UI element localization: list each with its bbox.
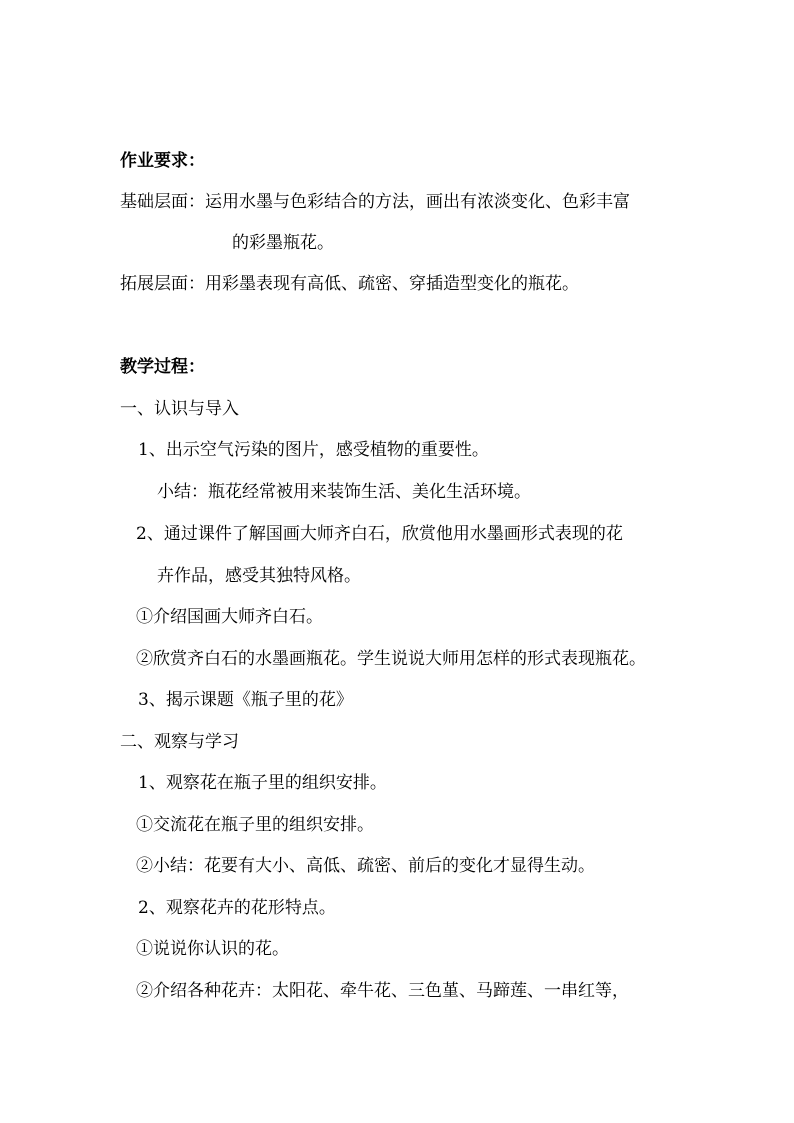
homework-basic-line2: 的彩墨瓶花。 xyxy=(232,233,334,253)
process-heading: 教学过程： xyxy=(120,357,205,377)
section1-item3: 3、揭示课题《瓶子里的花》 xyxy=(138,690,353,710)
section1-item2-sub1: ①介绍国画大师齐白石。 xyxy=(136,607,323,627)
section2-item2-sub2: ②介绍各种花卉：太阳花、牵牛花、三色堇、马蹄莲、一串红等， xyxy=(136,981,629,1001)
section1-item1-summary: 小结：瓶花经常被用来装饰生活、美化生活环境。 xyxy=(157,482,531,502)
homework-extended: 拓展层面：用彩墨表现有高低、疏密、穿插造型变化的瓶花。 xyxy=(120,274,579,294)
section2-item1-sub1: ①交流花在瓶子里的组织安排。 xyxy=(136,815,374,835)
section2-item2: 2、观察花卉的花形特点。 xyxy=(138,898,336,918)
section1-item2-sub2: ②欣赏齐白石的水墨画瓶花。学生说说大师用怎样的形式表现瓶花。 xyxy=(136,649,646,669)
section1-item2-line2: 卉作品，感受其独特风格。 xyxy=(157,566,361,586)
homework-heading: 作业要求： xyxy=(120,151,205,171)
section2-item1-sub2: ②小结：花要有大小、高低、疏密、前后的变化才显得生动。 xyxy=(136,856,595,876)
section1-title: 一、认识与导入 xyxy=(120,399,239,419)
homework-basic-line1: 基础层面：运用水墨与色彩结合的方法，画出有浓淡变化、色彩丰富 xyxy=(120,192,630,212)
section2-title: 二、观察与学习 xyxy=(120,732,239,752)
section1-item1: 1、出示空气污染的图片，感受植物的重要性。 xyxy=(138,440,489,460)
section2-item2-sub1: ①说说你认识的花。 xyxy=(136,939,289,959)
section1-item2-line1: 2、通过课件了解国画大师齐白石，欣赏他用水墨画形式表现的花 xyxy=(136,524,623,544)
section2-item1: 1、观察花在瓶子里的组织安排。 xyxy=(138,773,387,793)
